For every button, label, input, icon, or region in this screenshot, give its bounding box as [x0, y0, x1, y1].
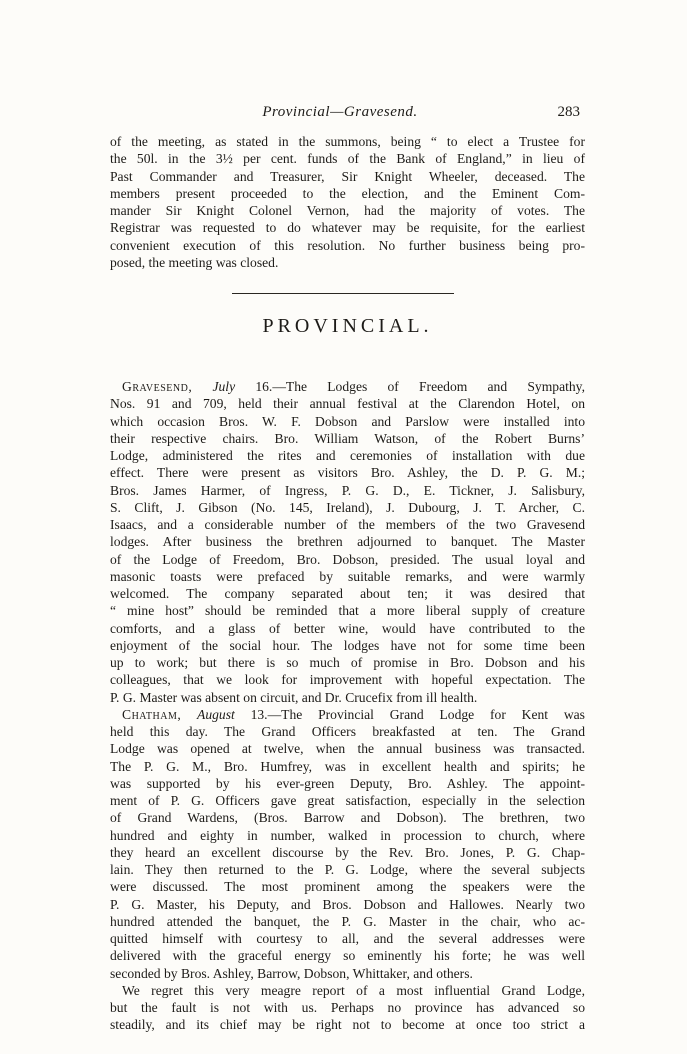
place-name-gravesend: Gravesend, — [122, 379, 193, 394]
text-line: P. G. Master, his Deputy, and Bros. Dobson and Hallowes. Nearly two — [110, 896, 585, 912]
text-line: up to work; but there is so much of promise in Bro. Dobson and his — [110, 655, 585, 670]
text-line: posed, the meeting was closed. — [110, 254, 279, 270]
text-line: quitted himself with courtesy to all, and the several addresses were — [110, 931, 585, 946]
text-line: “ mine host” should be reminded that a more liberal supply of creature — [110, 603, 585, 619]
text-line: their respective chairs. Bro. William Watson, of the Robert Burns’ — [110, 430, 585, 446]
text-line: We regret this very meagre report of a most influential Grand Lodge, — [122, 982, 585, 998]
date-month: July — [212, 379, 236, 394]
text-line: seconded by Bros. Ashley, Barrow, Dobson, Whittaker, and others. — [110, 965, 473, 981]
text-line: of Grand Wardens, (Bros. Barrow and Dobson). The brethren, two — [110, 810, 585, 826]
text-line: hundred attended the banquet, the P. G. Master in the chair, who ac- — [110, 913, 585, 929]
text-line: but the fault is not with us. Perhaps no province has advanced so — [110, 1000, 585, 1015]
text-line: masonic toasts were prefaced by suitable remarks, and were warmly — [110, 568, 585, 584]
text-line: lain. They then returned to the P. G. Lodge, where the several subjects — [110, 862, 585, 877]
page-number: 283 — [557, 104, 580, 120]
text-line: hundred and eighty in number, walked in procession to church, where — [110, 827, 585, 843]
text-line: of the meeting, as stated in the summons, being “ to elect a Trustee for — [110, 134, 585, 149]
text-line: they heard an excellent discourse by the Rev. Bro. Jones, P. G. Chap- — [110, 844, 585, 860]
text-line: colleagues, that we look for improvement with hopeful expectation. The — [110, 672, 585, 688]
text-line: which occasion Bros. W. F. Dobson and Parslow were installed into — [110, 413, 585, 429]
text-line: P. G. Master was absent on circuit, and Dr. Crucefix from ill health. — [110, 689, 478, 705]
text-line: the 50l. in the 3½ per cent. funds of the Bank of England,” in lieu of — [110, 151, 585, 167]
text-line: Registrar was requested to do whatever may be requisite, for the earliest — [110, 220, 585, 236]
text-line: welcomed. The company separated about ten; it was desired that — [110, 586, 585, 601]
text-line: Isaacs, and a considerable number of the members of the two Gravesend — [110, 517, 585, 532]
text-line: enjoyment of the social hour. The lodges have not for some time been — [110, 637, 585, 653]
text-line: Bros. James Harmer, of Ingress, P. G. D., E. Tickner, J. Salisbury, — [110, 482, 585, 498]
text-line: steadily, and its chief may be right not to become at once too strict a — [110, 1017, 585, 1033]
text-line: delivered with the graceful energy so eminently his forte; he was well — [110, 948, 585, 964]
text-line: mander Sir Knight Colonel Vernon, had the majority of votes. The — [110, 203, 585, 218]
provincial-reports — [110, 378, 585, 1034]
gravesend-first-line — [110, 378, 585, 395]
text-line: effect. There were present as visitors Bro. Ashley, the D. P. G. M.; — [110, 465, 585, 481]
text-line: Lodge, administered the rites and ceremonies of installation with due — [110, 448, 585, 463]
text-line: was supported by his ever-green Deputy, Bro. Ashley. The appoint- — [110, 775, 585, 791]
running-title: Provincial—Gravesend. — [262, 104, 418, 120]
text-line: ment of P. G. Officers gave great satisfaction, especially in the selection — [110, 793, 585, 808]
first-line-text: 16.—The Lodges of Freedom and Sympathy, — [255, 379, 585, 394]
chatham-first-line — [110, 706, 585, 723]
date-month: August — [197, 706, 235, 722]
text-line: convenient execution of this resolution. No further business being pro- — [110, 237, 585, 253]
text-line: of the Lodge of Freedom, Bro. Dobson, presided. The usual loyal and — [110, 551, 585, 567]
text-line: The P. G. M., Bro. Humfrey, was in excellent health and spirits; he — [110, 758, 585, 774]
text-line: held this day. The Grand Officers breakfasted at ten. The Grand — [110, 724, 585, 739]
text-line: were discussed. The most prominent among the speakers were the — [110, 879, 585, 895]
text-line: S. Clift, J. Gibson (No. 145, Ireland), J. Dubourg, J. T. Archer, C. — [110, 499, 585, 515]
section-title: PROVINCIAL. — [262, 315, 433, 337]
text-line: Past Commander and Treasurer, Sir Knight Wheeler, deceased. The — [110, 168, 585, 184]
text-line: Nos. 91 and 709, held their annual festival at the Clarendon Hotel, on — [110, 396, 585, 412]
place-name-chatham: Chatham, — [122, 706, 182, 722]
text-line: lodges. After business the brethren adjourned to banquet. The Master — [110, 534, 585, 550]
section-divider — [232, 293, 454, 294]
first-line-text: 13.—The Provincial Grand Lodge for Kent was — [250, 706, 585, 722]
text-line: comforts, and a glass of better wine, would have contributed to the — [110, 620, 585, 636]
text-line: Lodge was opened at twelve, when the annual business was transacted. — [110, 741, 585, 757]
opening-paragraph — [110, 133, 585, 271]
running-head — [100, 104, 580, 128]
text-line: members present proceeded to the election, and the Eminent Com- — [110, 185, 585, 201]
